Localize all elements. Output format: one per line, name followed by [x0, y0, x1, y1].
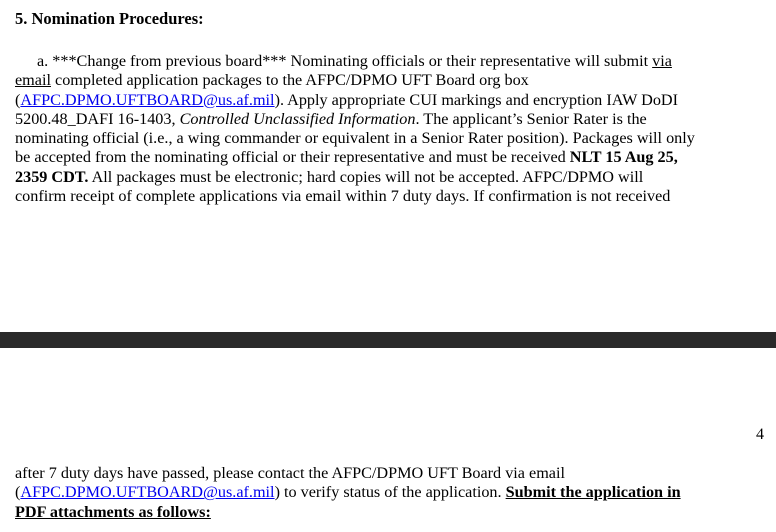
text-line	[15, 52, 767, 71]
bold-underlined-text: PDF attachments as follows:	[15, 502, 211, 521]
page-number: 4	[756, 426, 764, 443]
bold-underlined-text: Submit the application in	[505, 483, 681, 502]
text-run: be accepted from the nominating official or their representative and must be received	[15, 148, 570, 167]
page-break-separator	[0, 332, 776, 348]
text-run: . The applicant’s Senior Rater is the	[415, 109, 647, 128]
text-run: completed application packages to the AFPC/DPMO UFT Board org box	[50, 71, 529, 90]
paragraph-a	[15, 52, 767, 206]
underlined-text: email	[15, 71, 51, 90]
text-line	[15, 483, 767, 502]
text-line	[15, 110, 767, 129]
text-run: a. ***Change from previous board*** Nominating officials or their representative will submit	[37, 52, 653, 70]
text-line	[15, 129, 767, 148]
underlined-text: via	[652, 52, 672, 70]
text-line	[15, 187, 767, 206]
text-run: nominating official (i.e., a wing commander or equivalent in a Senior Rater position). Packages will only	[15, 129, 695, 148]
text-run: All packages must be electronic; hard copies will not be accepted. AFPC/DPMO will	[88, 167, 644, 186]
text-run: ). Apply appropriate CUI markings and encryption IAW DoDI	[274, 90, 679, 109]
email-link[interactable]: AFPC.DPMO.UFTBOARD@us.af.mil	[20, 90, 275, 109]
text-line	[15, 168, 767, 187]
text-run: (	[15, 90, 21, 109]
bold-text: NLT 15 Aug 25,	[569, 148, 678, 167]
text-run: ) to verify status of the application.	[274, 483, 506, 502]
text-run: (	[15, 483, 21, 502]
text-line	[15, 503, 767, 522]
bold-text: 2359 CDT.	[15, 167, 89, 186]
text-line	[15, 71, 767, 90]
text-line	[15, 91, 767, 110]
document-page-lower	[0, 348, 776, 532]
text-line	[15, 148, 767, 167]
text-run: after 7 duty days have passed, please contact the AFPC/DPMO UFT Board via email	[15, 464, 565, 482]
italic-text: Controlled Unclassified Information	[179, 109, 416, 128]
email-link[interactable]: AFPC.DPMO.UFTBOARD@us.af.mil	[20, 483, 275, 502]
section-heading: 5. Nomination Procedures:	[15, 9, 204, 28]
text-line	[15, 464, 767, 483]
paragraph-continuation	[15, 464, 767, 522]
text-run: confirm receipt of complete applications via email within 7 duty days. If confirmation is not received	[15, 187, 671, 206]
text-run: 5200.48_DAFI 16-1403,	[15, 109, 180, 128]
